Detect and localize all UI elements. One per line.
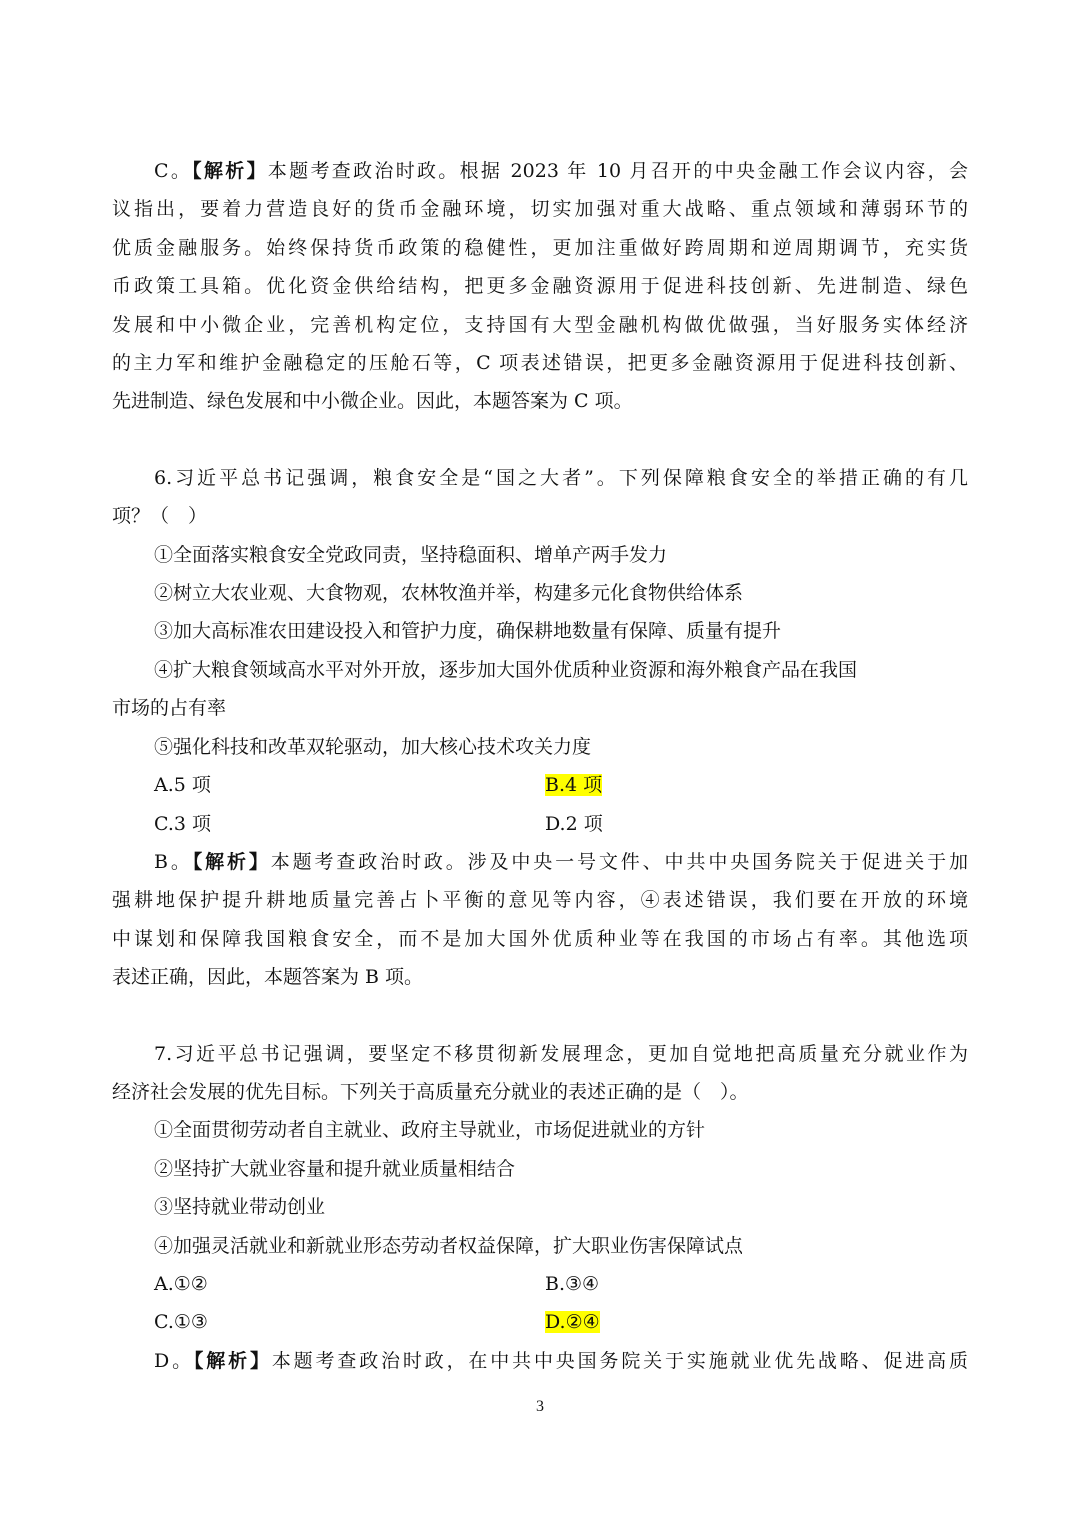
analysis-5-line-2: 议指出，要着力营造良好的货币金融环境，切实加强对重大战略、重点领域和薄弱环节的 [112, 198, 968, 221]
q7-stem-line-1: 7.习近平总书记强调，要坚定不移贯彻新发展理念，更加自觉地把高质量充分就业作为 [154, 1042, 968, 1065]
analysis-5-line-1: C。【解析】本题考查政治时政。根据 2023 年 10 月召开的中央金融工作会议内容，会 [154, 160, 968, 182]
q6-item-2: ②树立大农业观、大食物观，农林牧渔并举，构建多元化食物供给体系 [154, 582, 744, 605]
analysis-5-line-5: 发展和中小微企业，完善机构定位，支持国有大型金融机构做优做强，当好服务实体经济 [112, 313, 968, 336]
q6-choice-c: C.3 项 [154, 812, 212, 835]
q6-item-5: ⑤强化科技和改革双轮驱动，加大核心技术攻关力度 [154, 735, 592, 758]
q7-item-2: ②坚持扩大就业容量和提升就业质量相结合 [154, 1157, 516, 1180]
q7-choices-row-1 [112, 1265, 968, 1303]
q7-choice-a: A.①② [154, 1272, 208, 1295]
analysis-5-line-3: 优质金融服务。始终保持货币政策的稳健性，更加注重做好跨周期和逆周期调节，充实货 [112, 236, 968, 259]
analysis-tag: 【解析】 [192, 850, 271, 873]
q6-choice-a: A.5 项 [154, 774, 211, 797]
q6-analysis-line-1: B。【解析】本题考查政治时政。涉及中央一号文件、中共中央国务院关于促进关于加 [154, 850, 968, 873]
analysis-tag: 【解析】 [192, 160, 268, 182]
spacer [112, 997, 968, 1035]
q6-analysis-line-3: 中谋划和保障我国粮食安全，而不是加大国外优质种业等在我国的市场占有率。其他选项 [112, 927, 968, 950]
q6-choice-d: D.2 项 [545, 812, 603, 835]
analysis-5-line-6: 的主力军和维护金融稳定的压舱石等，C 项表述错误，把更多金融资源用于促进科技创新、 [112, 352, 968, 375]
analysis-tag: 【解析】 [193, 1349, 272, 1372]
q6-stem-line-2: 项？（ ） [112, 505, 208, 528]
q6-choices-row-1 [112, 766, 968, 804]
q6-item-4: ④扩大粮食领域高水平对外开放，逐步加大国外优质种业资源和海外粮食产品在我国 [154, 658, 858, 681]
q6-item-3: ③加大高标准农田建设投入和管护力度，确保耕地数量有保障、质量有提升 [154, 620, 782, 643]
spacer [112, 421, 968, 459]
q7-choice-d-highlighted: D.②④ [545, 1311, 600, 1334]
q6-stem-line-1: 6.习近平总书记强调，粮食安全是“国之大者”。下列保障粮食安全的举措正确的有几 [154, 466, 968, 489]
q6-item-4-cont: 市场的占有率 [112, 697, 227, 720]
q6-choices-row-2 [112, 805, 968, 843]
q7-item-1: ①全面贯彻劳动者自主就业、政府主导就业，市场促进就业的方针 [154, 1119, 706, 1142]
q7-choice-b: B.③④ [545, 1272, 600, 1295]
q6-analysis-line-2: 强耕地保护提升耕地质量完善占卜平衡的意见等内容，④表述错误，我们要在开放的环境 [112, 889, 968, 912]
q6-analysis-line-4: 表述正确，因此，本题答案为 B 项。 [112, 966, 424, 989]
q7-choice-c: C.①③ [154, 1311, 208, 1334]
q7-stem-line-2: 经济社会发展的优先目标。下列关于高质量充分就业的表述正确的是（ ）。 [112, 1080, 749, 1103]
q7-choices-row-2 [112, 1303, 968, 1341]
q7-item-3: ③坚持就业带动创业 [154, 1196, 326, 1219]
q7-analysis-line-1: D。【解析】本题考查政治时政，在中共中央国务院关于实施就业优先战略、促进高质 [154, 1349, 968, 1372]
q6-choice-b-highlighted: B.4 项 [545, 774, 603, 797]
analysis-5-line-7: 先进制造、绿色发展和中小微企业。因此，本题答案为 C 项。 [112, 390, 633, 413]
q6-item-1: ①全面落实粮食安全党政同责，坚持稳面积、增单产两手发力 [154, 543, 668, 566]
document-page [112, 152, 968, 1380]
page-number: 3 [536, 1398, 544, 1415]
analysis-5-line-4: 币政策工具箱。优化资金供给结构，把更多金融资源用于促进科技创新、先进制造、绿色 [112, 275, 968, 298]
q7-item-4: ④加强灵活就业和新就业形态劳动者权益保障，扩大职业伤害保障试点 [154, 1234, 744, 1257]
